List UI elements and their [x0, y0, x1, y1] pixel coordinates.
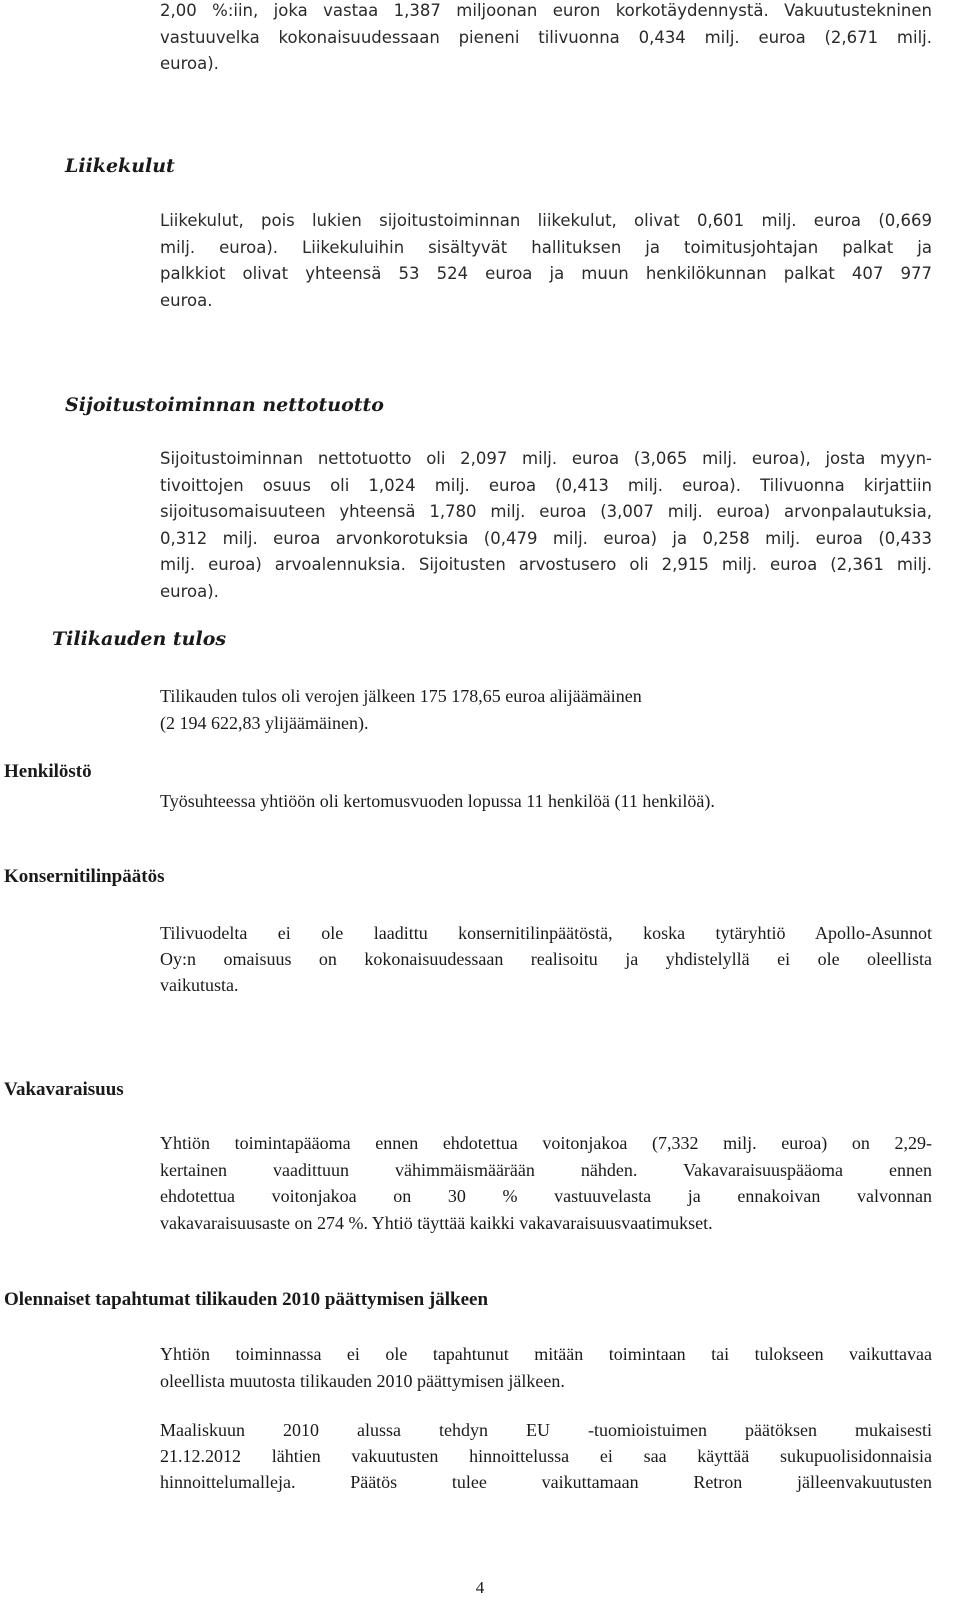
page-number: 4	[475, 1578, 485, 1597]
heading-tilikauden-tulos: Tilikauden tulos	[52, 628, 227, 650]
heading-liikekulut: Liikekulut	[65, 155, 175, 177]
liikekulut-paragraph	[160, 208, 932, 314]
text-line: Tilikauden tulos oli verojen jälkeen 175 178,65 euroa alijäämäinen	[160, 686, 642, 706]
heading-henkilosto: Henkilöstö	[4, 761, 92, 782]
text-line: 21.12.2012 lähtien vakuutusten hinnoittelussa ei saa käyttää sukupuolisidonnaisia	[160, 1446, 932, 1466]
heading-sijoitustoiminnan-nettotuotto: Sijoitustoiminnan nettotuotto	[65, 394, 384, 416]
text-line: 2,00 %:iin, joka vastaa 1,387 miljoonan euron korkotäydennystä. Vakuutustekninen	[160, 1, 932, 20]
text-line: Oy:n omaisuus on kokonaisuudessaan realisoitu ja yhdistelyllä ei ole oleellista	[160, 949, 932, 969]
text-line: Yhtiön toiminnassa ei ole tapahtunut mitään toimintaan tai tulokseen vaikuttavaa	[160, 1344, 932, 1364]
text-line: Tilivuodelta ei ole laadittu konsernitilinpäätöstä, koska tytäryhtiö Apollo-Asunnot	[160, 923, 932, 943]
text-line: milj. euroa). Liikekuluihin sisältyvät hallituksen ja toimitusjohtajan palkat ja	[160, 237, 932, 257]
text-line: Maaliskuun 2010 alussa tehdyn EU -tuomioistuimen päätöksen mukaisesti	[160, 1420, 932, 1440]
sijoitus-paragraph	[160, 446, 932, 605]
olennaiset-paragraph-1	[160, 1341, 932, 1394]
henkilosto-paragraph	[160, 788, 932, 815]
text-line: kertainen vaadittuun vähimmäismäärään nähden. Vakavaraisuuspääoma ennen	[160, 1159, 932, 1180]
heading-konsernitilinpaatos: Konsernitilinpäätös	[4, 866, 165, 887]
text-line: Yhtiön toimintapääoma ennen ehdotettua voitonjakoa (7,332 milj. euroa) on 2,29-	[160, 1133, 932, 1153]
text-line: sijoitusomaisuuteen yhteensä 1,780 milj. euroa (3,007 milj. euroa) arvonpalautuksia,	[160, 502, 932, 521]
text-line: Sijoitustoiminnan nettotuotto oli 2,097 milj. euroa (3,065 milj. euroa), josta myyn-	[160, 449, 932, 468]
text-line: Liikekulut, pois lukien sijoitustoiminnan liikekulut, olivat 0,601 milj. euroa (0,669	[160, 211, 932, 230]
text-line: vaikutusta.	[160, 975, 239, 995]
text-line: vastuuvelka kokonaisuudessaan pieneni tilivuonna 0,434 milj. euroa (2,671 milj.	[160, 27, 932, 47]
text-line: 0,312 milj. euroa arvonkorotuksia (0,479 milj. euroa) ja 0,258 milj. euroa (0,433	[160, 528, 932, 548]
text-line: ehdotettua voitonjakoa on 30 % vastuuvelasta ja ennakoivan valvonnan	[160, 1186, 932, 1206]
heading-vakavaraisuus: Vakavaraisuus	[4, 1079, 124, 1100]
tulos-paragraph	[160, 683, 932, 737]
text-line: palkkiot olivat yhteensä 53 524 euroa ja muun henkilökunnan palkat 407 977	[160, 264, 932, 283]
text-line: euroa).	[160, 54, 219, 73]
text-line: Työsuhteessa yhtiöön oli kertomusvuoden lopussa 11 henkilöä (11 henkilöä).	[160, 791, 715, 811]
konserni-paragraph	[160, 920, 932, 998]
intro-paragraph	[160, 0, 932, 78]
text-line: vakavaraisuusaste on 274 %. Yhtiö täyttää kaikki vakavaraisuusvaatimukset.	[160, 1212, 713, 1233]
heading-olennaiset-tapahtumat: Olennaiset tapahtumat tilikauden 2010 päättymisen jälkeen	[4, 1289, 489, 1310]
text-line: (2 194 622,83 ylijäämäinen).	[160, 713, 369, 733]
text-line: euroa).	[160, 581, 219, 601]
olennaiset-paragraph-2	[160, 1417, 932, 1495]
vakavaraisuus-paragraph	[160, 1130, 932, 1236]
text-line: hinnoittelumalleja. Päätös tulee vaikuttamaan Retron jälleenvakuutusten	[160, 1472, 932, 1492]
text-line: euroa.	[160, 290, 213, 310]
text-line: tivoittojen osuus oli 1,024 milj. euroa (0,413 milj. euroa). Tilivuonna kirjattiin	[160, 475, 932, 495]
text-line: milj. euroa) arvoalennuksia. Sijoitusten arvostusero oli 2,915 milj. euroa (2,361 milj.	[160, 555, 932, 574]
text-line: oleellista muutosta tilikauden 2010 päättymisen jälkeen.	[160, 1370, 565, 1391]
